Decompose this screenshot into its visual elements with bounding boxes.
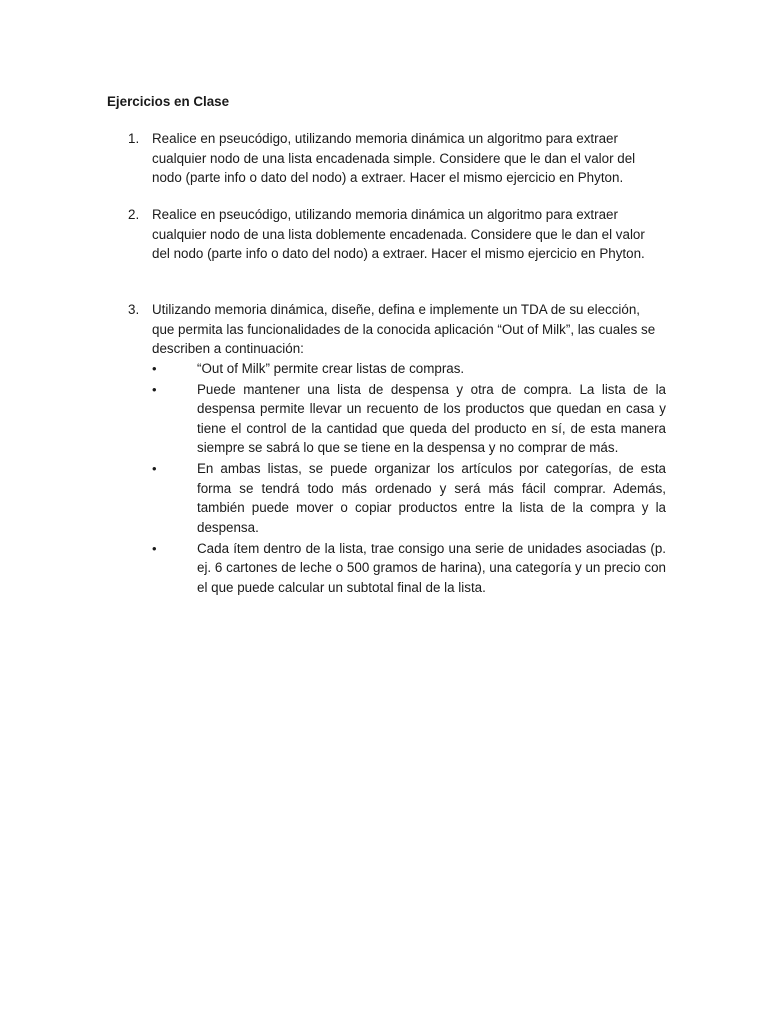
list-item-text: “Out of Milk” permite crear listas de compras. [197, 360, 465, 376]
bullet-icon: • [152, 381, 157, 397]
exercise-text: Utilizando memoria dinámica, diseñe, defina e implemente un TDA de su elección, que permita las funcionalidades de la conocida aplicación “Out of Milk”, las cuales se describen a continuación: [152, 302, 656, 356]
list-item [152, 380, 666, 458]
bullet-icon: • [152, 461, 157, 476]
bullet-icon: • [152, 540, 157, 556]
exercise-number: 1. [128, 131, 140, 146]
list-item [152, 359, 666, 379]
list-item-text: En ambas listas, se puede organizar los artículos por categorías, de esta forma se tendrá todo más ordenado y será más fácil comprar. Además, también puede mover o copiar productos entre la lista de la compra y la despensa. [197, 461, 666, 535]
exercise-number: 3. [128, 302, 140, 317]
list-item-text: Puede mantener una lista de despensa y otra de compra. La lista de la despensa permite llevar un recuento de los productos que quedan en casa y tiene el control de la cantidad que queda del producto en sí, de esta manera siempre se sabrá lo que se tiene en la despensa y no comprar de más. [197, 381, 666, 455]
exercise-1 [128, 129, 658, 188]
exercise-number: 2. [128, 207, 140, 222]
exercise-3 [128, 300, 666, 599]
bullet-icon: • [152, 360, 157, 376]
page-title: Ejercicios en Clase [107, 94, 230, 109]
exercise-2 [128, 205, 658, 264]
exercise-text: Realice en pseucódigo, utilizando memoria dinámica un algoritmo para extraer cualquier nodo de una lista doblemente encadenada. Considere que le dan el valor del nodo (parte info o dato del nodo) a extraer. Hacer el mismo ejercicio en Phyton. [152, 207, 645, 261]
list-item-text: Cada ítem dentro de la lista, trae consigo una serie de unidades asociadas (p. ej. 6 cartones de leche o 500 gramos de harina), una categoría y un precio con el que puede calcular un subtotal final de la lista. [197, 540, 666, 595]
list-item [152, 539, 666, 598]
exercise-text: Realice en pseucódigo, utilizando memoria dinámica un algoritmo para extraer cualquier nodo de una lista encadenada simple. Considere que le dan el valor del nodo (parte info o dato del nodo) a extraer. Hacer el mismo ejercicio en Phyton. [152, 131, 636, 185]
feature-list [152, 359, 666, 598]
list-item [152, 459, 666, 537]
